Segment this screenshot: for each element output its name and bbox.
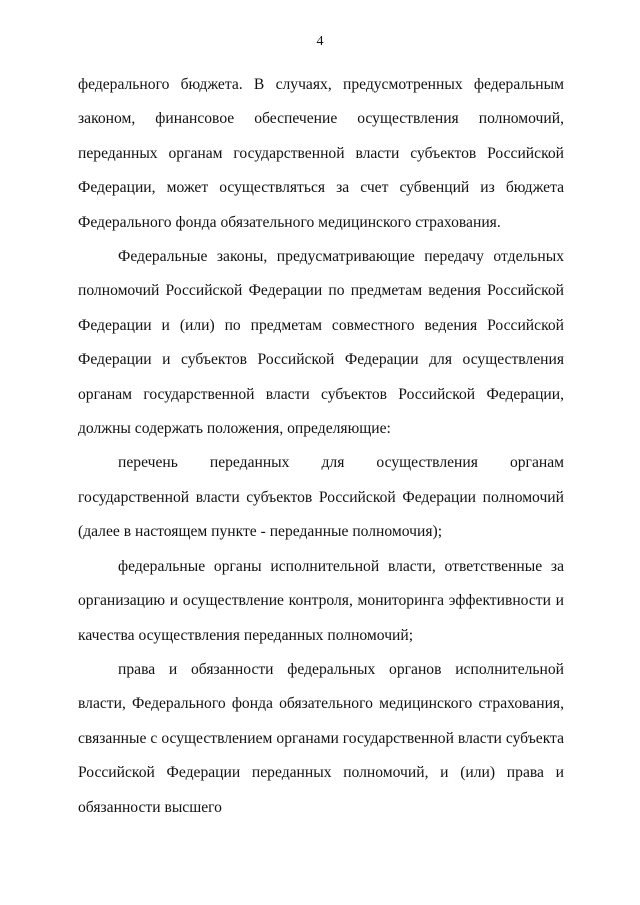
paragraph-budget-continuation: федерального бюджета. В случаях, предусмотренных федеральным законом, финансовое обеспечение осуществления полномочий, переданных органам государственной власти субъектов Российской Федерации, может осуществляться за счет субвенций из бюджета Федерального фонда обязательного медицинского страхования. — [78, 76, 564, 231]
paragraph-federal-laws: Федеральные законы, предусматривающие передачу отдельных полномочий Российской Федерации по предметам ведения Российской Федерации и (или) по предметам совместного ведения Российской Федерации и субъектов Российской Федерации для осуществления органам государственной власти субъектов Российской Федерации, должны содержать положения, определяющие: — [78, 248, 564, 438]
paragraph-rights-and-duties: права и обязанности федеральных органов исполнительной власти, Федерального фонда обязательного медицинского страхования, связанные с осуществлением органами государственной власти субъекта Российской Федерации переданных полномочий, и (или) права и обязанности высшего — [78, 660, 564, 816]
page-number: 4 — [316, 34, 324, 49]
document-body — [78, 68, 564, 825]
paragraph-control-authorities: федеральные органы исполнительной власти, ответственные за организацию и осуществление контроля, мониторинга эффективности и качества осуществления переданных полномочий; — [78, 557, 564, 644]
paragraph-list-of-powers: перечень переданных для осуществления органам государственной власти субъектов Российской Федерации полномочий (далее в настоящем пункте - переданные полномочия); — [78, 454, 564, 541]
